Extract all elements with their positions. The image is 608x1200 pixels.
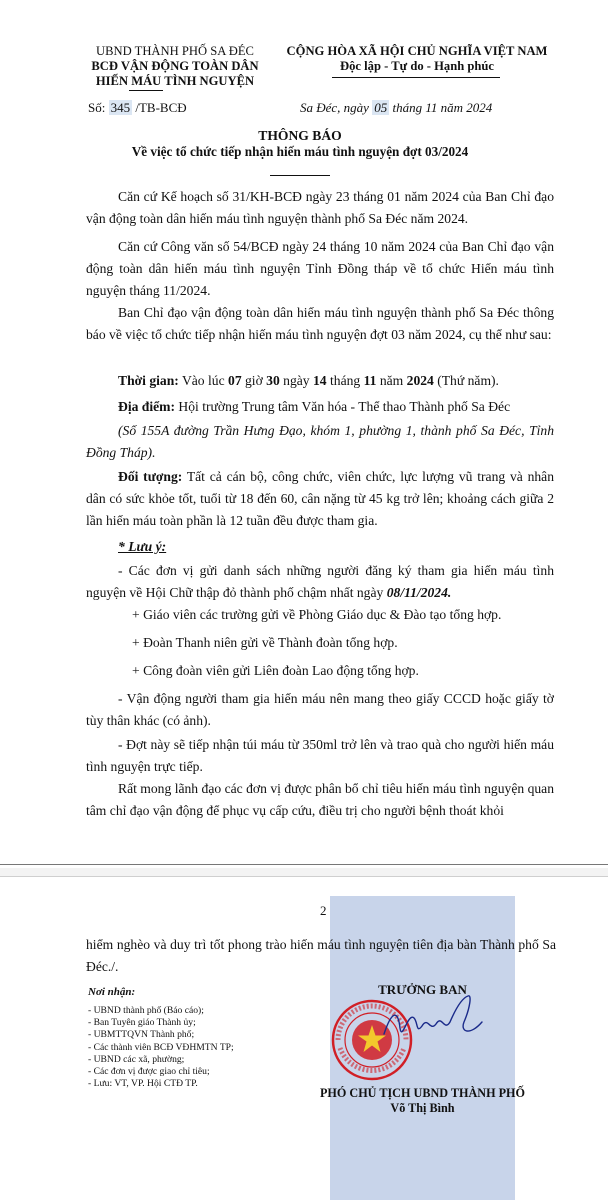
page-gap [0, 868, 608, 876]
signer-position: TRƯỞNG BAN [378, 982, 467, 997]
note-sub-teachers: + Giáo viên các trường gửi về Phòng Giáo dục & Đào tạo tổng hợp. [132, 607, 502, 622]
paragraph-announcement: Ban Chỉ đạo vận động toàn dân hiến máu tình nguyện thành phố Sa Đéc thông báo về việc tổ chức tiếp nhận hiến máu tình nguyện đợt 03 năm 2024, cụ thể như sau: [86, 305, 554, 342]
paragraph-continuation: hiểm nghèo và duy trì tốt phong trào hiến máu tình nguyện tiên địa bàn Thành phố Sa Đéc./. [86, 937, 556, 974]
page-break-line [0, 864, 608, 865]
signer-title: PHÓ CHỦ TỊCH UBND THÀNH PHỐ [319, 1086, 526, 1100]
recipient-item: - Lưu: VT, VP. Hội CTĐ TP. [88, 1078, 198, 1090]
page-number: 2 [320, 903, 327, 918]
paragraph-time: Thời gian: Vào lúc 07 giờ 30 ngày 14 tháng 11 năm 2024 (Thứ năm). [118, 373, 499, 388]
note-label: * Lưu ý: [118, 539, 167, 554]
page-2-top-edge [0, 876, 608, 877]
note-sub-youth: + Đoàn Thanh niên gửi về Thành đoàn tổng hợp. [132, 635, 398, 650]
note-sub-union: + Công đoàn viên gửi Liên đoàn Lao động tổng hợp. [132, 663, 419, 678]
recipient-item: - UBND thành phố (Báo cáo); [88, 1005, 204, 1016]
recipient-item: - UBND các xã, phường; [88, 1053, 185, 1065]
header-left-rule [129, 90, 163, 91]
note-registration: - Các đơn vị gửi danh sách những người đăng ký tham gia hiến máu tình nguyện về Hội Chữ thập đỏ thành phố chậm nhất ngày 08/11/2024. [86, 563, 554, 600]
paragraph-place: Địa điểm: Hội trường Trung tâm Văn hóa - Thể thao Thành phố Sa Đéc [118, 399, 511, 414]
header-org-committee-2: HIẾN MÁU TÌNH NGUYỆN [95, 74, 255, 88]
document-date: Sa Đéc, ngày 05 tháng 11 năm 2024 [300, 100, 493, 115]
recipient-item: - Các đơn vị được giao chỉ tiêu; [88, 1066, 210, 1078]
document-number-value: 345 [110, 100, 131, 115]
header-org-committee: BCĐ VẬN ĐỘNG TOÀN DÂN [91, 59, 259, 73]
note-blood-bag: - Đợt này sẽ tiếp nhận túi máu từ 350ml trở lên và trao quà cho người hiến máu tình nguyện trực tiếp. [86, 737, 554, 774]
header-motto: Độc lập - Tự do - Hạnh phúc [340, 59, 494, 73]
document-title [60, 128, 540, 160]
signature-scribble [378, 992, 488, 1052]
paragraph-basis-dispatch: Căn cứ Công văn số 54/BCĐ ngày 24 tháng 10 năm 2024 của Ban Chỉ đạo vận động toàn dân hiến máu tình nguyện Tỉnh Đồng tháp về tổ chức Hiến máu tình nguyện tháng 11/2024. [86, 239, 554, 298]
header-right-rule [332, 77, 500, 78]
paragraph-basis-plan: Căn cứ Kế hoạch số 31/KH-BCĐ ngày 23 tháng 01 năm 2024 của Ban Chỉ đạo vận động toàn dân hiến máu tình nguyện thành phố Sa Đéc năm 2024. [86, 189, 554, 226]
note-deadline: 08/11/2024. [386, 585, 452, 600]
recipients-title: Nơi nhận: [88, 986, 136, 998]
recipient-item: - Ban Tuyên giáo Thành ủy; [88, 1017, 196, 1029]
recipient-item: - UBMTTQVN Thành phố; [88, 1029, 195, 1041]
paragraph-closing: Rất mong lãnh đạo các đơn vị được phân bổ chỉ tiêu hiến máu tình nguyện quan tâm chỉ đạo vận động để phục vụ cấp cứu, điều trị cho người bệnh thoát khỏi [86, 781, 554, 818]
paragraph-address: (Số 155A đường Trần Hưng Đạo, khóm 1, phường 1, thành phố Sa Đéc, Tỉnh Đồng Tháp). [86, 423, 554, 460]
title-main: THÔNG BÁO [258, 128, 342, 143]
header-org-city: UBND THÀNH PHỐ SA ĐÉC [96, 44, 254, 58]
title-subject: Về việc tổ chức tiếp nhận hiến máu tình nguyện đợt 03/2024 [131, 144, 469, 159]
document-date-day: 05 [374, 100, 388, 115]
signer-name: Võ Thị Bình [390, 1101, 455, 1115]
recipient-item: - Các thành viên BCĐ VĐHMTN TP; [88, 1041, 234, 1053]
paragraph-target: Đối tượng: Tất cả cán bộ, công chức, viên chức, lực lượng vũ trang và nhân dân có sức khỏe tốt, tuổi từ 18 đến 60, cân nặng từ 45 kg trở lên; khoảng cách giữa 2 lần hiến máu toàn phần là 12 tuần đều được tham gia. [86, 469, 555, 528]
header-national-title: CỘNG HÒA XÃ HỘI CHỦ NGHĨA VIỆT NAM [286, 44, 548, 58]
note-id-card: - Vận động người tham gia hiến máu nên mang theo giấy CCCD hoặc giấy tờ tùy thân khác (có ảnh). [86, 691, 554, 728]
recipients-list [88, 1005, 234, 1090]
title-rule [270, 175, 330, 176]
document-number: Số: 345 /TB-BCĐ [88, 100, 187, 115]
